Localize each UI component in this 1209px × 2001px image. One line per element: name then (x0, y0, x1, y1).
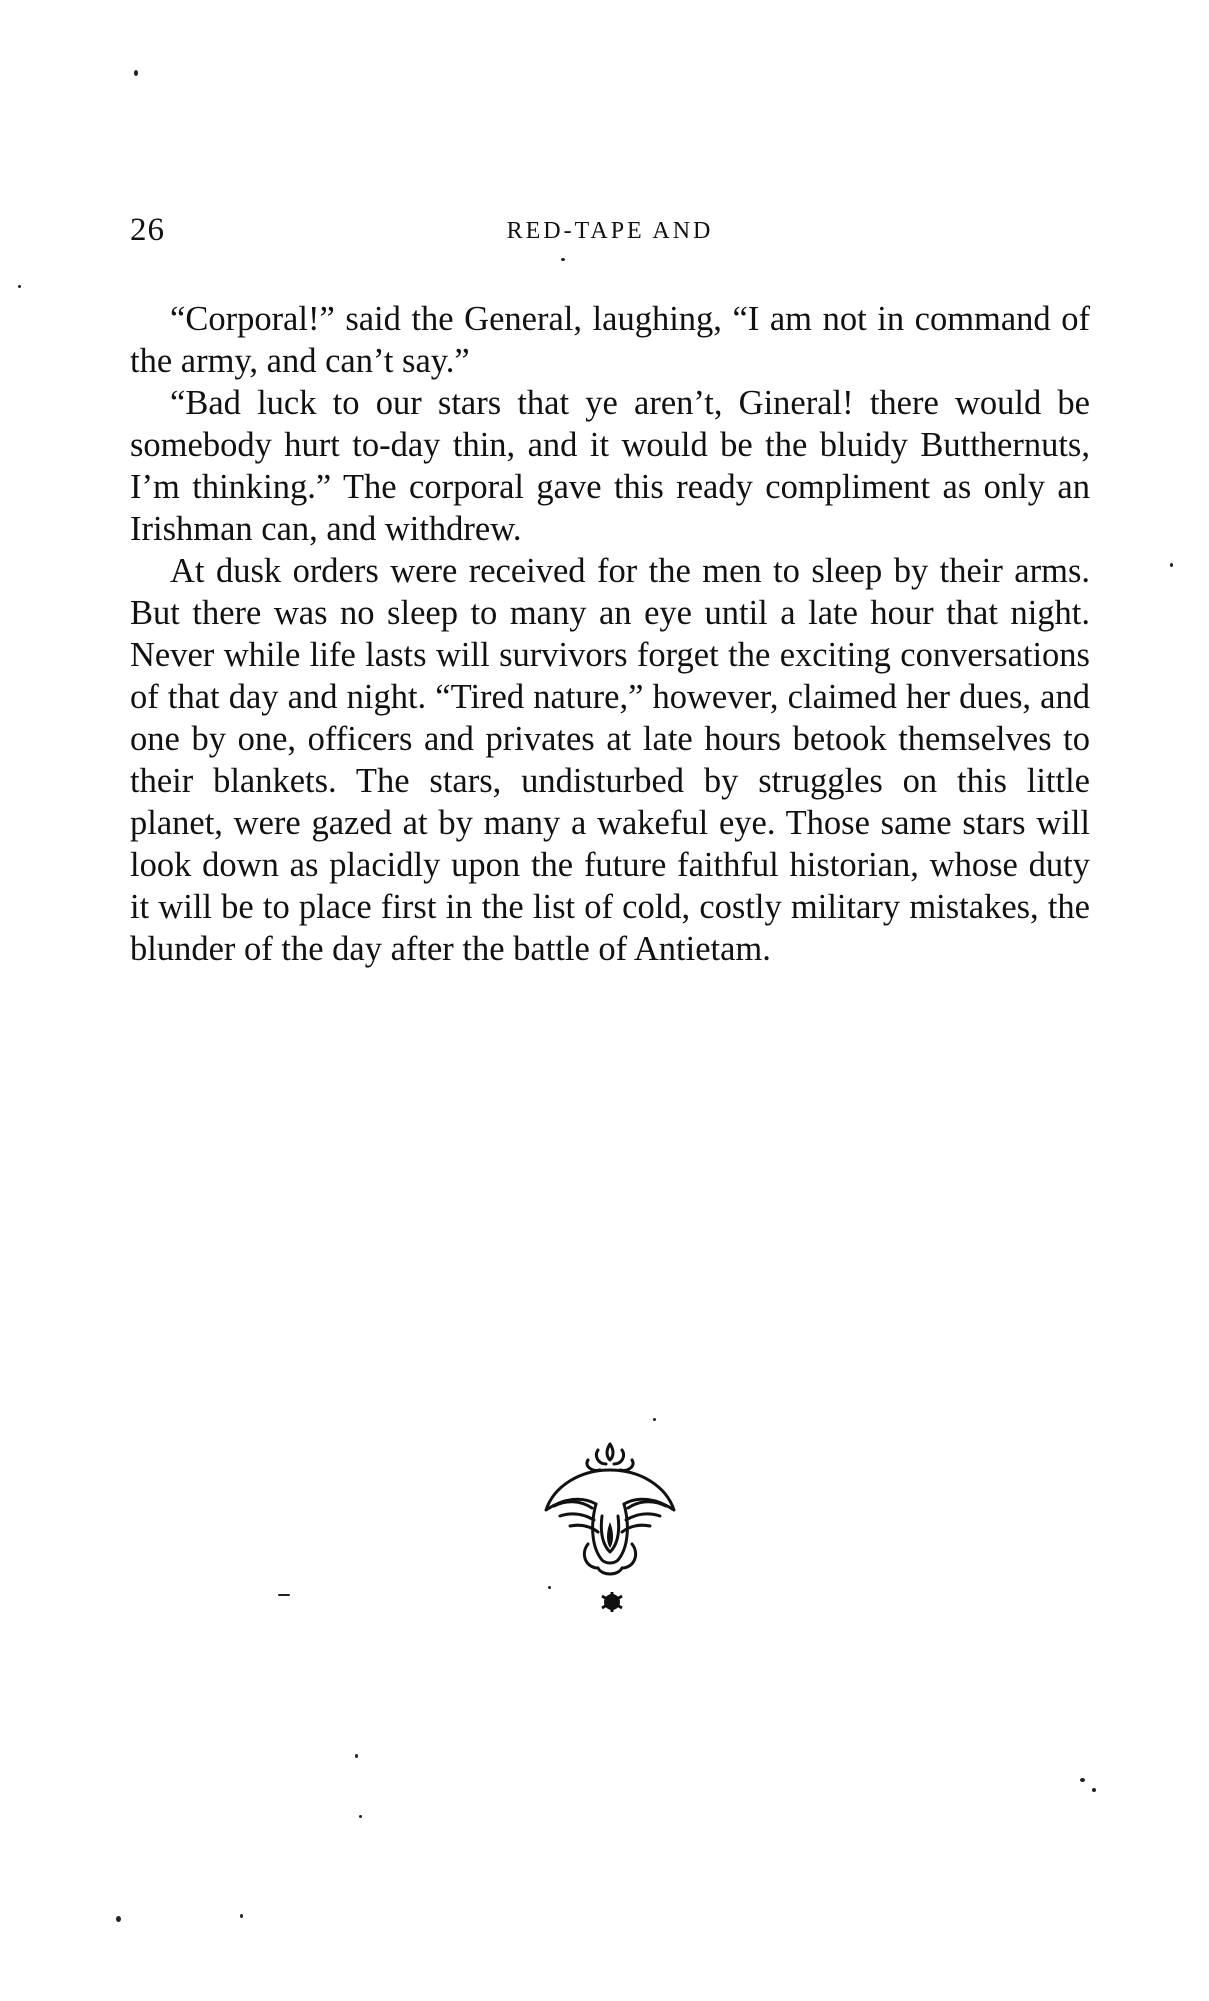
speck (561, 258, 565, 261)
speck (278, 1594, 290, 1596)
speck (355, 1754, 358, 1758)
speck (548, 1586, 551, 1589)
body-text (130, 298, 1090, 970)
speck (240, 1914, 243, 1918)
speck (134, 70, 138, 76)
speck (359, 1815, 362, 1818)
speck (1170, 563, 1173, 567)
speck (1092, 1788, 1096, 1792)
paragraph-1: “Corporal!” said the General, laughing, “I am not in command of the army, and can’t say.” (130, 300, 1090, 380)
speck (1080, 1778, 1085, 1782)
running-title: RED-TAPE AND (506, 218, 714, 244)
running-head (130, 212, 1090, 252)
speck (116, 1916, 121, 1922)
page-number: 26 (130, 212, 165, 248)
speck (18, 285, 21, 288)
speck (653, 1418, 656, 1421)
paragraph-2: “Bad luck to our stars that ye aren’t, Gineral! there would be somebody hurt to-day thin, and it would be the bluidy Butthernuts, I’m thinking.” The corporal gave this ready compliment as only an Irishman can, and withdrew. (130, 384, 1090, 548)
paragraph-3: At dusk orders were received for the men to sleep by their arms. But there was no sleep to many an eye until a late hour that night. Never while life lasts will survivors forget the exciting conversations of that day and night. “Tired nature,” however, claimed her dues, and one by one, officers and privates at late hours betook themselves to their blankets. The stars, undisturbed by struggles on this little planet, were gazed at by many a wakeful eye. Those same stars will look down as placidly upon the future faithful historian, whose duty it will be to place first in the list of cold, costly military mistakes, the blunder of the day after the battle of Antietam. (130, 552, 1090, 968)
floral-ornament-icon (540, 1436, 680, 1616)
